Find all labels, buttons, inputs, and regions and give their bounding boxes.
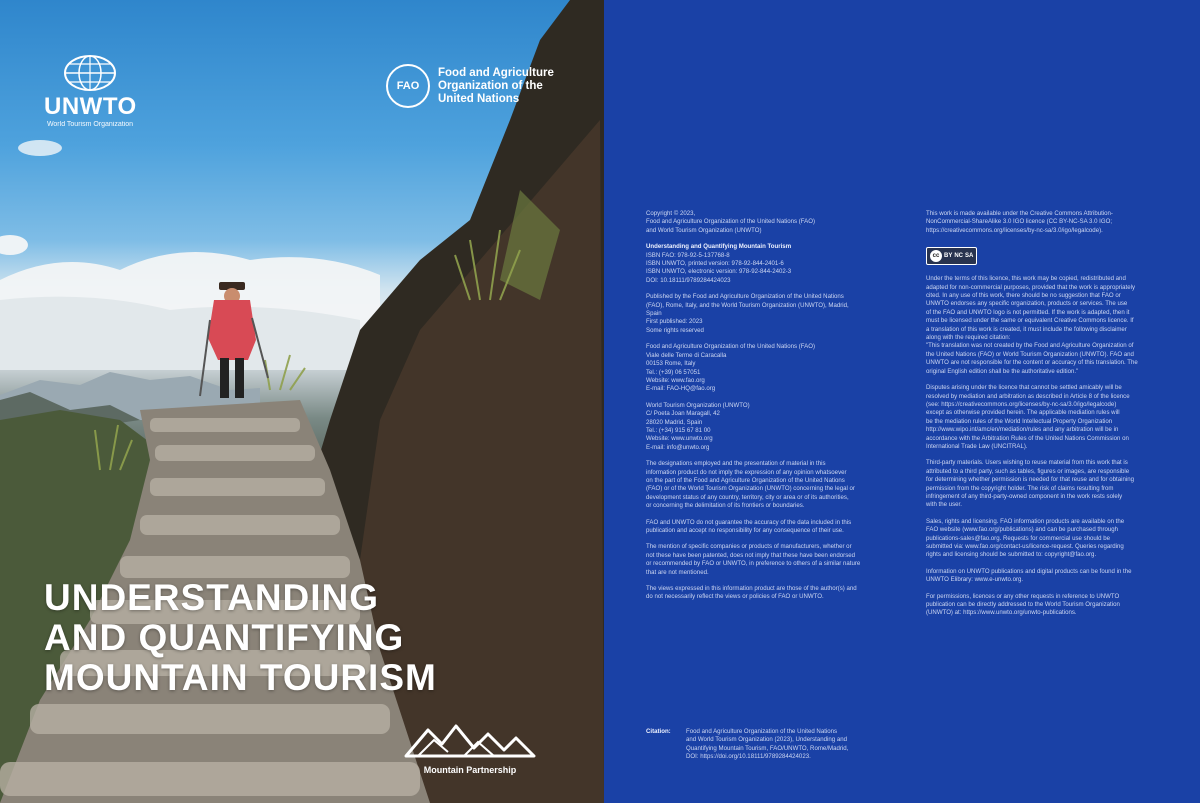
cover-title <box>44 578 514 698</box>
colophon-paragraph <box>646 585 914 602</box>
colophon-line: Food and Agriculture Organization of the United Nations (FAO) <box>646 218 816 226</box>
cc-badge-part: BY <box>944 253 953 260</box>
colophon-line: 28020 Madrid, Spain <box>646 418 703 426</box>
colophon-line: ISBN UNWTO, printed version: 978-92-844-2401-6 <box>646 260 784 268</box>
colophon-line: except as otherwise provided herein. The applicable mediation rules will <box>926 409 1120 417</box>
colophon-line: For permissions, licences or any other requests in reference to UNWTO <box>926 592 1120 600</box>
colophon-line: The views expressed in this information product are those of the author(s) and <box>646 585 857 593</box>
colophon-line: FAO and UNWTO do not guarantee the accuracy of the data included in this <box>646 518 852 526</box>
colophon-line: Sales, rights and licensing. FAO information products are available on the <box>926 517 1125 525</box>
mountains-icon <box>404 722 536 758</box>
colophon-line: must be licensed under the same or equivalent Creative Commons licence. If <box>926 317 1134 325</box>
colophon-line: of the FAO and UNWTO logo is not permitted. If the work is adapted, then it <box>926 308 1130 316</box>
colophon-line: infringement of any third-party-owned component in the work rests solely <box>926 492 1123 500</box>
colophon-line: Food and Agriculture Organization of the United Nations (FAO) <box>646 343 816 351</box>
colophon-paragraph <box>926 568 1192 585</box>
fao-name-line: Organization of the <box>438 79 543 92</box>
fao-name-line: United Nations <box>438 92 520 105</box>
colophon-line: permission from the copyright holder. The risk of claims resulting from <box>926 484 1114 492</box>
fao-logo <box>386 64 568 108</box>
citation-line: Food and Agriculture Organization of the United Nations <box>686 728 838 735</box>
colophon-line: Website: www.unwto.org <box>646 435 713 443</box>
colophon-line: publications-sales@fao.org. Requests for commercial use should be <box>926 534 1111 542</box>
colophon-line: rights and licensing should be submitted to: copyright@fao.org. <box>926 551 1097 559</box>
mountain-partnership-label: Mountain Partnership <box>423 765 517 775</box>
colophon-line: with the user. <box>926 501 962 509</box>
cover-title-line: MOUNTAIN TOURISM <box>44 657 437 698</box>
colophon-paragraph <box>926 275 1192 376</box>
colophon-line: or concerning the delimitation of its frontiers or boundaries. <box>646 502 805 510</box>
colophon-line: NonCommercial-ShareAlike 3.0 IGO licence (CC BY-NC-SA 3.0 IGO; <box>926 218 1113 226</box>
colophon-line: World Tourism Organization (UNWTO) <box>646 401 750 409</box>
colophon-line: (FAO) or of the World Tourism Organization (UNWTO) concerning the legal or <box>646 485 855 493</box>
colophon-line: Tel.: (+39) 06 57051 <box>646 368 701 376</box>
cover-title-line: AND QUANTIFYING <box>44 617 405 658</box>
colophon-line: Tel.: (+34) 915 67 81 00 <box>646 426 711 434</box>
citation-line: and World Tourism Organization (2023), Understanding and <box>686 736 848 744</box>
colophon-line: Information on UNWTO publications and digital products can be found in the <box>926 567 1132 575</box>
colophon-line: a translation of this work is created, it must include the following disclaimer <box>926 325 1127 333</box>
colophon-line: Viale delle Terme di Caracalla <box>646 351 727 359</box>
colophon-line: (UNWTO) at: https://www.unwto.org/unwto-publications. <box>926 609 1077 617</box>
colophon-line: (see: https://creativecommons.org/licenses/by-nc-sa/3.0/igo/legalcode) <box>926 400 1117 408</box>
colophon-line: adapted for non-commercial purposes, provided that the work is appropriately <box>926 283 1135 291</box>
colophon-line: publication can be directly addressed to the World Tourism Organization <box>926 601 1120 609</box>
colophon-line: This work is made available under the Creative Commons Attribution- <box>926 210 1113 217</box>
colophon-line: original English edition shall be the authoritative edition." <box>926 367 1079 375</box>
colophon-line: resolved by mediation and arbitration as described in Article 8 of the licence <box>926 392 1130 400</box>
colophon-paragraph <box>646 243 914 285</box>
colophon-line: cited. In any use of this work, there should be no suggestion that FAO or <box>926 292 1121 300</box>
citation-block <box>646 728 1166 762</box>
colophon-paragraph <box>646 519 914 536</box>
colophon-line: UNWTO endorses any specific organization, products or services. The use <box>926 300 1128 308</box>
colophon-left-column <box>646 210 914 610</box>
colophon-line: Under the terms of this licence, this work may be copied, redistributed and <box>926 275 1126 283</box>
colophon-line: do not necessarily reflect the views or policies of FAO or UNWTO. <box>646 593 824 601</box>
colophon-paragraph <box>646 402 914 452</box>
colophon-line: not these have been patented, does not imply that these have been endorsed <box>646 551 856 559</box>
colophon-line: The mention of specific companies or products of manufacturers, whether or <box>646 543 852 551</box>
colophon-line: FAO website (www.fao.org/publications) and can be purchased through <box>926 526 1119 534</box>
colophon-line: accordance with the Arbitration Rules of the United Nations Commission on <box>926 434 1129 442</box>
cc-badge-part: cc <box>930 250 942 262</box>
cover-title-line: UNDERSTANDING <box>44 577 380 618</box>
colophon-paragraph <box>646 210 914 235</box>
colophon-line: the United Nations (FAO) or World Tourism Organization (UNWTO). FAO and <box>926 350 1134 358</box>
colophon-line: "This translation was not created by the Food and Agriculture Organization of <box>926 342 1134 350</box>
colophon-paragraph <box>646 293 914 335</box>
colophon-line: 00153 Rome, Italy <box>646 360 696 368</box>
colophon-line: International Trade Law (UNCITRAL). <box>926 442 1028 450</box>
colophon-line: Copyright © 2023, <box>646 210 696 217</box>
mountain-partnership-logo <box>402 722 538 775</box>
colophon-line: and World Tourism Organization (UNWTO) <box>646 226 762 234</box>
cc-badge-part: NC <box>954 253 964 260</box>
colophon-right-column <box>926 210 1192 626</box>
publication-title: Understanding and Quantifying Mountain Tourism <box>646 243 792 251</box>
colophon-line: Third-party materials. Users wishing to reuse material from this work that is <box>926 459 1128 467</box>
citation-label: Citation: <box>646 728 671 735</box>
colophon-line: information product do not imply the expression of any opinion whatsoever <box>646 468 847 476</box>
colophon-paragraph <box>646 460 914 510</box>
colophon-line: Published by the Food and Agriculture Organization of the United Nations <box>646 293 844 301</box>
citation-line: DOI: https://doi.org/10.18111/9789284424023. <box>686 753 811 761</box>
colophon-line: be the mediation rules of the World Intellectual Property Organization <box>926 417 1113 425</box>
colophon-line: DOI: 10.18111/9789284424023 <box>646 276 731 284</box>
cc-license-badge <box>926 247 977 265</box>
colophon-line: (FAO), Rome, Italy, and the World Tourism Organization (UNWTO), Madrid, <box>646 301 849 309</box>
colophon-line: attributed to a third party, such as tables, figures or images, are responsible <box>926 467 1130 475</box>
colophon-line: publication and accept no responsibility for any consequence of their use. <box>646 527 844 534</box>
colophon-line: on the part of the Food and Agriculture Organization of the United Nations <box>646 476 845 484</box>
colophon-paragraph <box>926 459 1192 509</box>
globe-icon <box>63 54 117 92</box>
colophon-line: ISBN FAO: 978-92-5-137768-8 <box>646 251 730 259</box>
citation-line: Quantifying Mountain Tourism, FAO/UNWTO, Rome/Madrid, <box>686 744 849 752</box>
colophon-line: for determining whether permission is needed for that reuse and for obtaining <box>926 476 1134 484</box>
colophon-line: submitted via: www.fao.org/contact-us/licence-request. Queries regarding <box>926 543 1124 550</box>
unwto-wordmark: UNWTO <box>44 93 137 120</box>
colophon-line: First published: 2023 <box>646 318 703 326</box>
unwto-logo <box>44 54 136 129</box>
colophon-line: C/ Poeta Joan Maragall, 42 <box>646 410 720 418</box>
colophon-paragraph <box>926 384 1192 451</box>
colophon-paragraph <box>926 518 1192 560</box>
unwto-subtitle: World Tourism Organization <box>46 121 134 128</box>
colophon-line: development status of any country, territory, city or area or of its authorities, <box>646 493 849 501</box>
colophon-paragraph <box>646 543 914 577</box>
colophon-line: that are not mentioned. <box>646 568 709 576</box>
colophon-line: ISBN UNWTO, electronic version: 978-92-844-2402-3 <box>646 268 792 276</box>
colophon-line: https://creativecommons.org/licenses/by-nc-sa/3.0/igo/legalcode). <box>926 226 1103 234</box>
colophon-line: UNWTO are not responsible for the content or accuracy of this translation. The <box>926 359 1138 367</box>
colophon-line: along with the required citation: <box>926 334 1011 342</box>
colophon-line: UNWTO Elibrary: www.e-unwto.org. <box>926 576 1024 584</box>
fao-name <box>438 67 568 106</box>
cc-badge-part: SA <box>965 253 974 260</box>
citation-text <box>686 728 906 762</box>
colophon-page <box>604 0 1200 803</box>
colophon-paragraph <box>926 593 1192 618</box>
colophon-line: E-mail: info@unwto.org <box>646 443 710 451</box>
colophon-line: Disputes arising under the licence that cannot be settled amicably will be <box>926 384 1122 392</box>
colophon-line: Spain <box>646 310 662 318</box>
fao-emblem-icon: FAO <box>386 64 430 108</box>
colophon-line: Website: www.fao.org <box>646 376 705 384</box>
colophon-line: or recommended by FAO or UNWTO, in preference to others of a similar nature <box>646 560 861 568</box>
fao-name-line: Food and Agriculture <box>438 66 554 79</box>
colophon-line: http://www.wipo.int/amc/en/mediation/rules and any arbitration will be in <box>926 426 1119 434</box>
colophon-paragraph <box>926 210 1192 235</box>
colophon-line: Some rights reserved <box>646 326 704 334</box>
colophon-line: E-mail: FAO-HQ@fao.org <box>646 385 716 393</box>
colophon-paragraph <box>646 343 914 393</box>
colophon-line: The designations employed and the presentation of material in this <box>646 460 826 468</box>
